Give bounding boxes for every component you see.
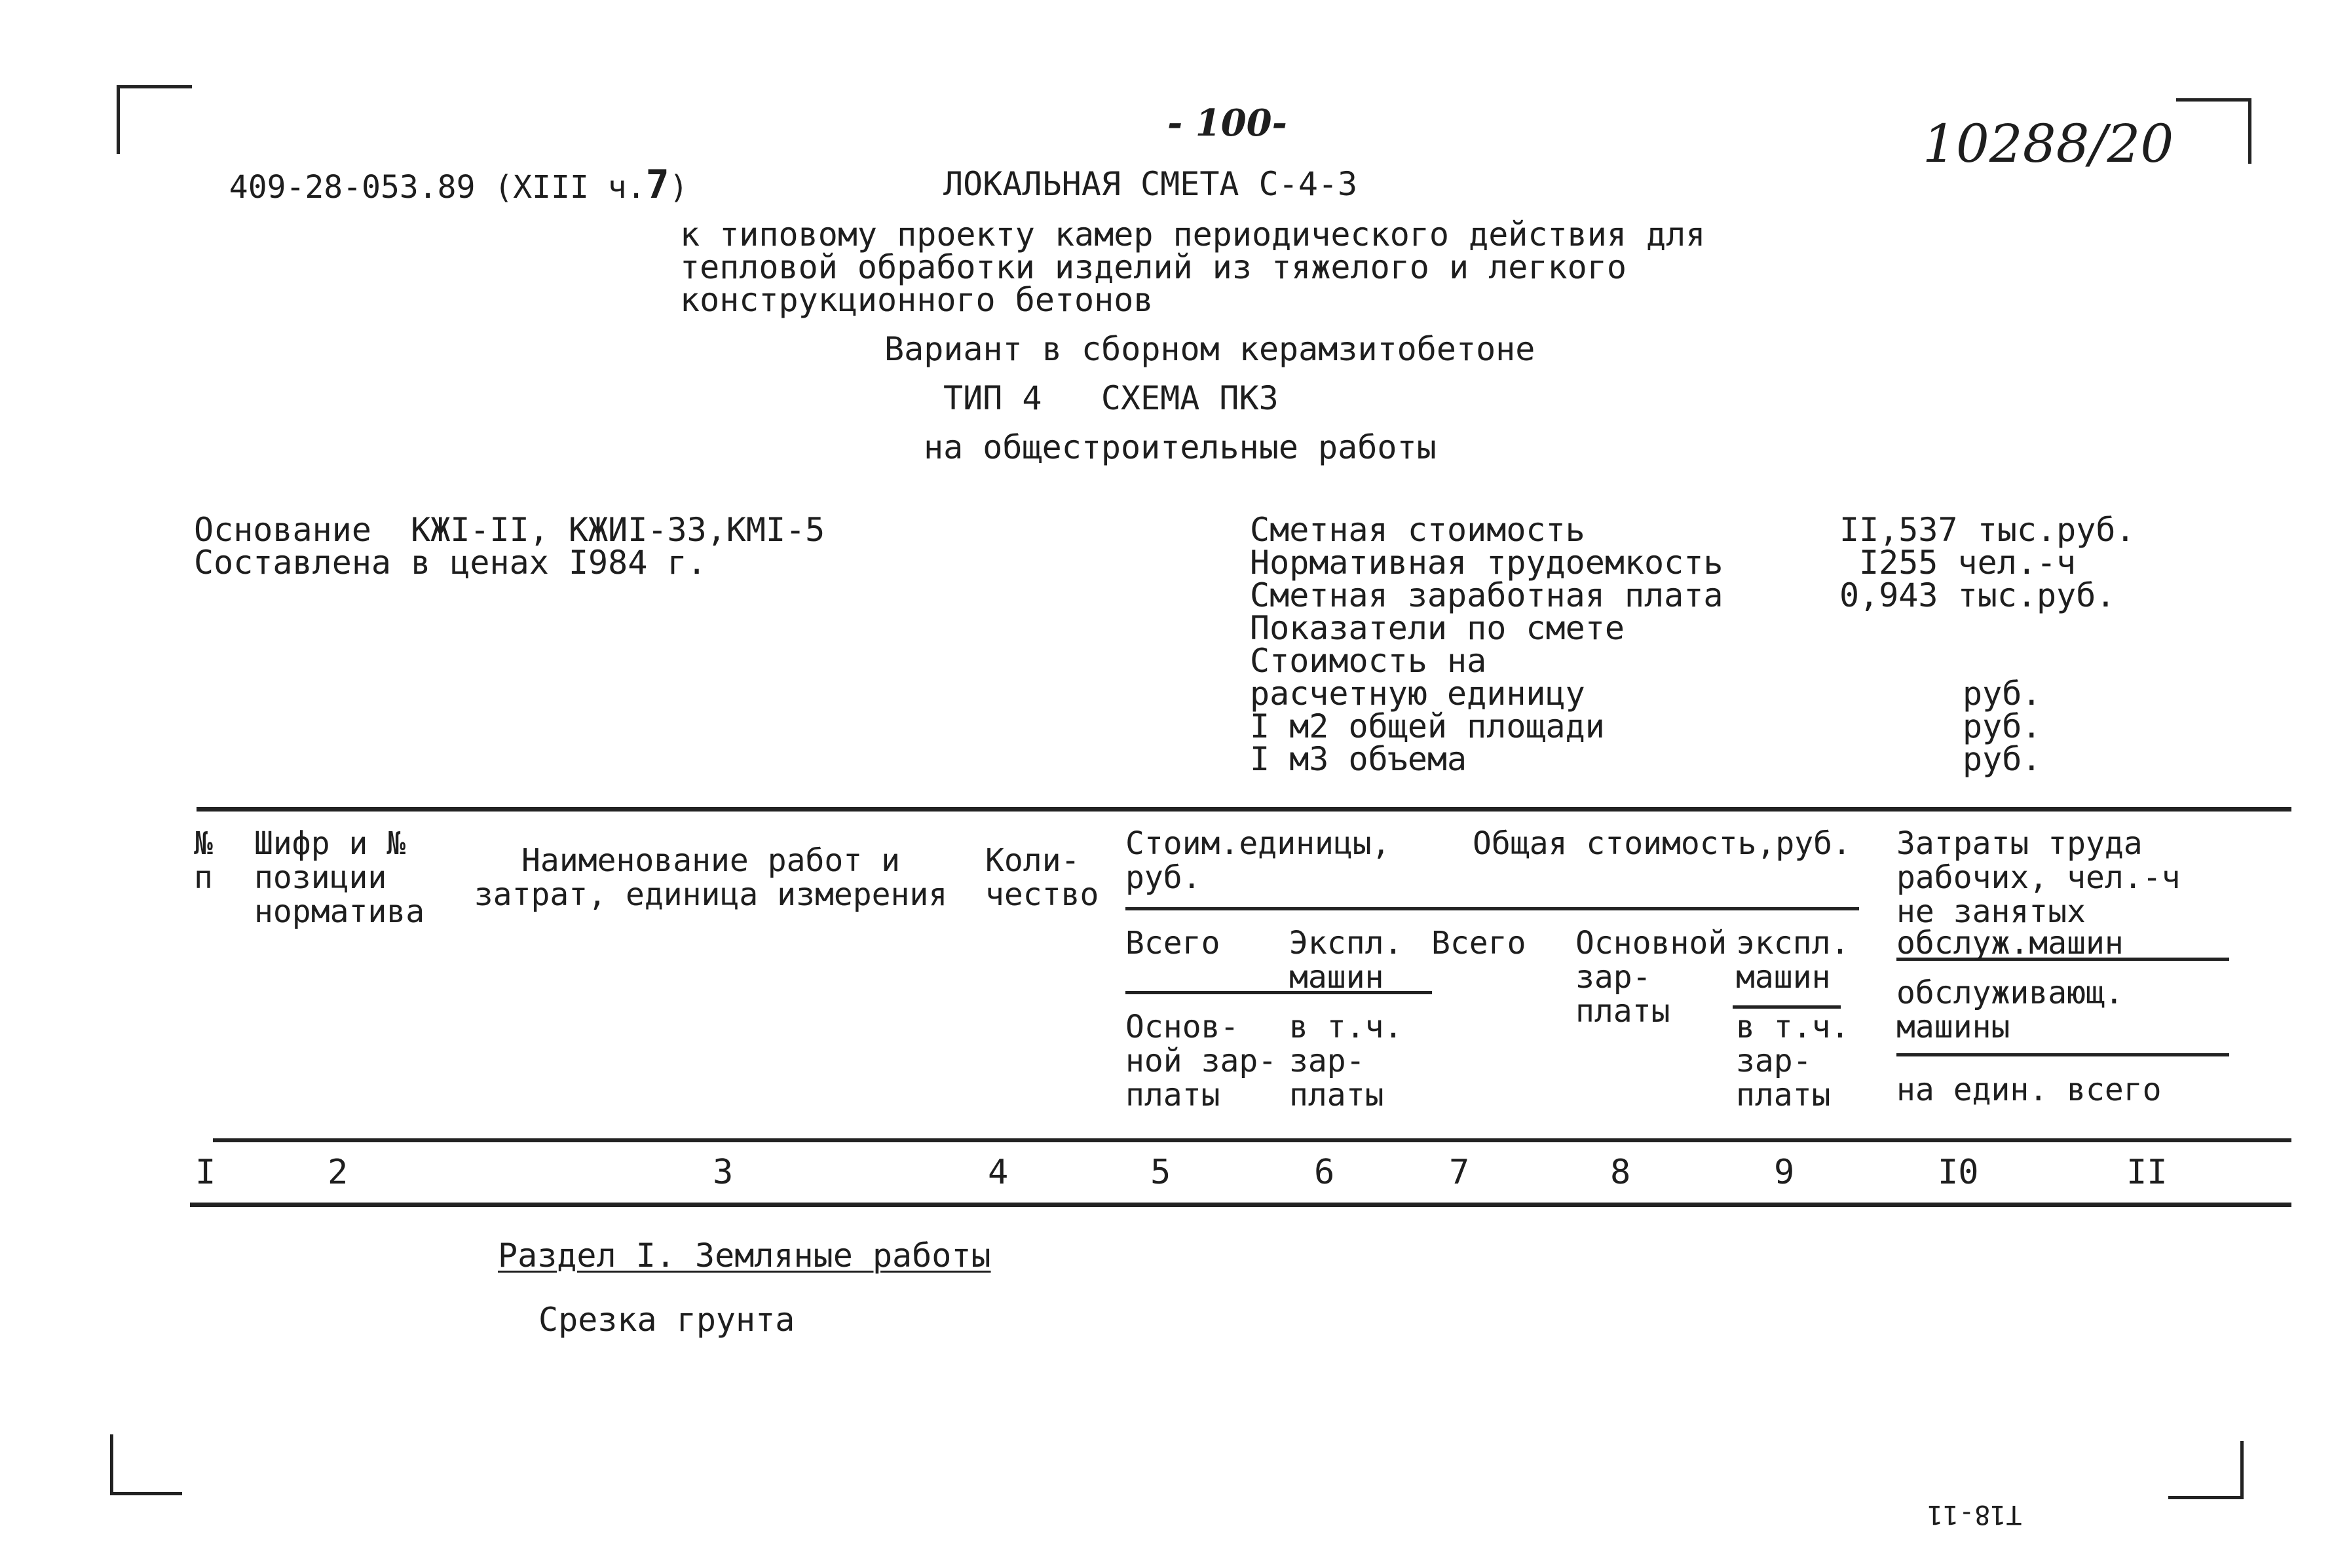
summary-value-1: II,537 тыс.руб. bbox=[1839, 511, 2136, 549]
summary-label-1: Сметная стоимость bbox=[1250, 511, 1585, 549]
column-number-8: 8 bbox=[1610, 1153, 1631, 1192]
header-code: Шифр и № позиции норматива bbox=[254, 825, 425, 930]
header-unit-cost: Стоим.единицы, руб. bbox=[1125, 825, 1391, 896]
table-top-rule bbox=[197, 807, 2291, 812]
summary-label-3: Сметная заработная плата bbox=[1250, 576, 1723, 614]
document-code-part: 7 bbox=[645, 162, 669, 208]
header-labor-service: обслуживающ. машины bbox=[1896, 975, 2124, 1045]
section-item: Срезка грунта bbox=[538, 1301, 795, 1339]
estimate-heading: ЛОКАЛЬНАЯ СМЕТА С-4-3 bbox=[943, 165, 1358, 203]
section-title: Раздел I. Земляные работы bbox=[498, 1237, 991, 1275]
column-number-10: I0 bbox=[1938, 1153, 1979, 1192]
basis-line-1: Основание КЖI-II, КЖИI-33,КМI-5 bbox=[194, 511, 825, 549]
header-labor-per-unit-total: на един. всего bbox=[1896, 1072, 2162, 1108]
header-unit-base-wage: Основ- ной зар- платы bbox=[1125, 1009, 1277, 1113]
header-unit-exploit: Экспл. машин bbox=[1289, 925, 1403, 996]
corner-mark-bottom-right bbox=[2168, 1441, 2244, 1499]
type-scheme-line: ТИП 4 СХЕМА ПКЗ bbox=[943, 379, 1279, 417]
header-total-all: Всего bbox=[1431, 925, 1526, 961]
summary-value-7: руб. bbox=[1963, 707, 2042, 745]
column-number-11: II bbox=[2126, 1153, 2168, 1192]
cost-header-rule bbox=[1125, 907, 1859, 910]
page-number: - 100- bbox=[1167, 102, 1287, 145]
header-bottom-rule bbox=[213, 1138, 2291, 1142]
works-line: на общестроительные работы bbox=[924, 428, 1437, 466]
corner-mark-top-right bbox=[2176, 98, 2251, 164]
summary-label-7: I м2 общей площади bbox=[1250, 707, 1605, 745]
summary-value-3: 0,943 тыс.руб. bbox=[1839, 576, 2116, 614]
header-row-number: № п bbox=[194, 825, 213, 896]
footer-stamp: T18-11 bbox=[1927, 1499, 2022, 1529]
column-number-4: 4 bbox=[988, 1153, 1009, 1192]
summary-label-5: Стоимость на bbox=[1250, 642, 1487, 680]
column-number-5: 5 bbox=[1150, 1153, 1171, 1192]
summary-label-8: I м3 объема bbox=[1250, 740, 1467, 778]
summary-value-6: руб. bbox=[1963, 675, 2042, 713]
column-number-6: 6 bbox=[1314, 1153, 1335, 1192]
basis-line-2: Составлена в ценах I984 г. bbox=[194, 544, 707, 582]
header-unit-total: Всего bbox=[1125, 925, 1220, 961]
handwritten-reference: 10288/20 bbox=[1923, 113, 2174, 174]
header-work-name: Наименование работ и затрат, единица измерения bbox=[474, 842, 948, 913]
header-labor-non-service: обслуж.машин bbox=[1896, 925, 2124, 961]
header-labor: Затраты труда рабочих, чел.-ч не занятых bbox=[1896, 825, 2181, 930]
labor-sub-rule-2 bbox=[1896, 1053, 2229, 1056]
column-number-9: 9 bbox=[1774, 1153, 1795, 1192]
document-code-close: ) bbox=[669, 169, 688, 206]
column-number-3: 3 bbox=[713, 1153, 734, 1192]
summary-label-4: Показатели по смете bbox=[1250, 609, 1625, 647]
column-number-2: 2 bbox=[328, 1153, 348, 1192]
corner-mark-bottom-left bbox=[110, 1434, 182, 1495]
subject-line-3: конструкционного бетонов bbox=[680, 281, 1154, 319]
summary-value-8: руб. bbox=[1963, 740, 2042, 778]
document-code-main: 409-28-053.89 (XIII ч. bbox=[229, 169, 646, 206]
document-code bbox=[191, 134, 688, 208]
header-total-exploit: экспл. машин bbox=[1736, 925, 1850, 996]
summary-label-2: Нормативная трудоемкость bbox=[1250, 544, 1723, 582]
header-total-incl-wage: в т.ч. зар- платы bbox=[1736, 1009, 1850, 1113]
corner-mark-top-left bbox=[117, 85, 192, 154]
column-numbers-bottom-rule bbox=[190, 1203, 2291, 1207]
header-total-cost: Общая стоимость,руб. bbox=[1473, 825, 1851, 862]
header-quantity: Коли- чество bbox=[985, 842, 1099, 913]
header-unit-incl-wage: в т.ч. зар- платы bbox=[1289, 1009, 1403, 1113]
column-number-7: 7 bbox=[1449, 1153, 1470, 1192]
subject-line-1: к типовому проекту камер периодического действия для bbox=[680, 215, 1706, 253]
column-number-1: I bbox=[195, 1153, 216, 1192]
summary-label-6: расчетную единицу bbox=[1250, 675, 1585, 713]
subject-line-2: тепловой обработки изделий из тяжелого и легкого bbox=[680, 248, 1627, 286]
variant-line: Вариант в сборном керамзитобетоне bbox=[884, 330, 1535, 368]
header-base-wage: Основной зар- платы bbox=[1575, 925, 1727, 1030]
summary-value-2: I255 чел.-ч bbox=[1859, 544, 2077, 582]
